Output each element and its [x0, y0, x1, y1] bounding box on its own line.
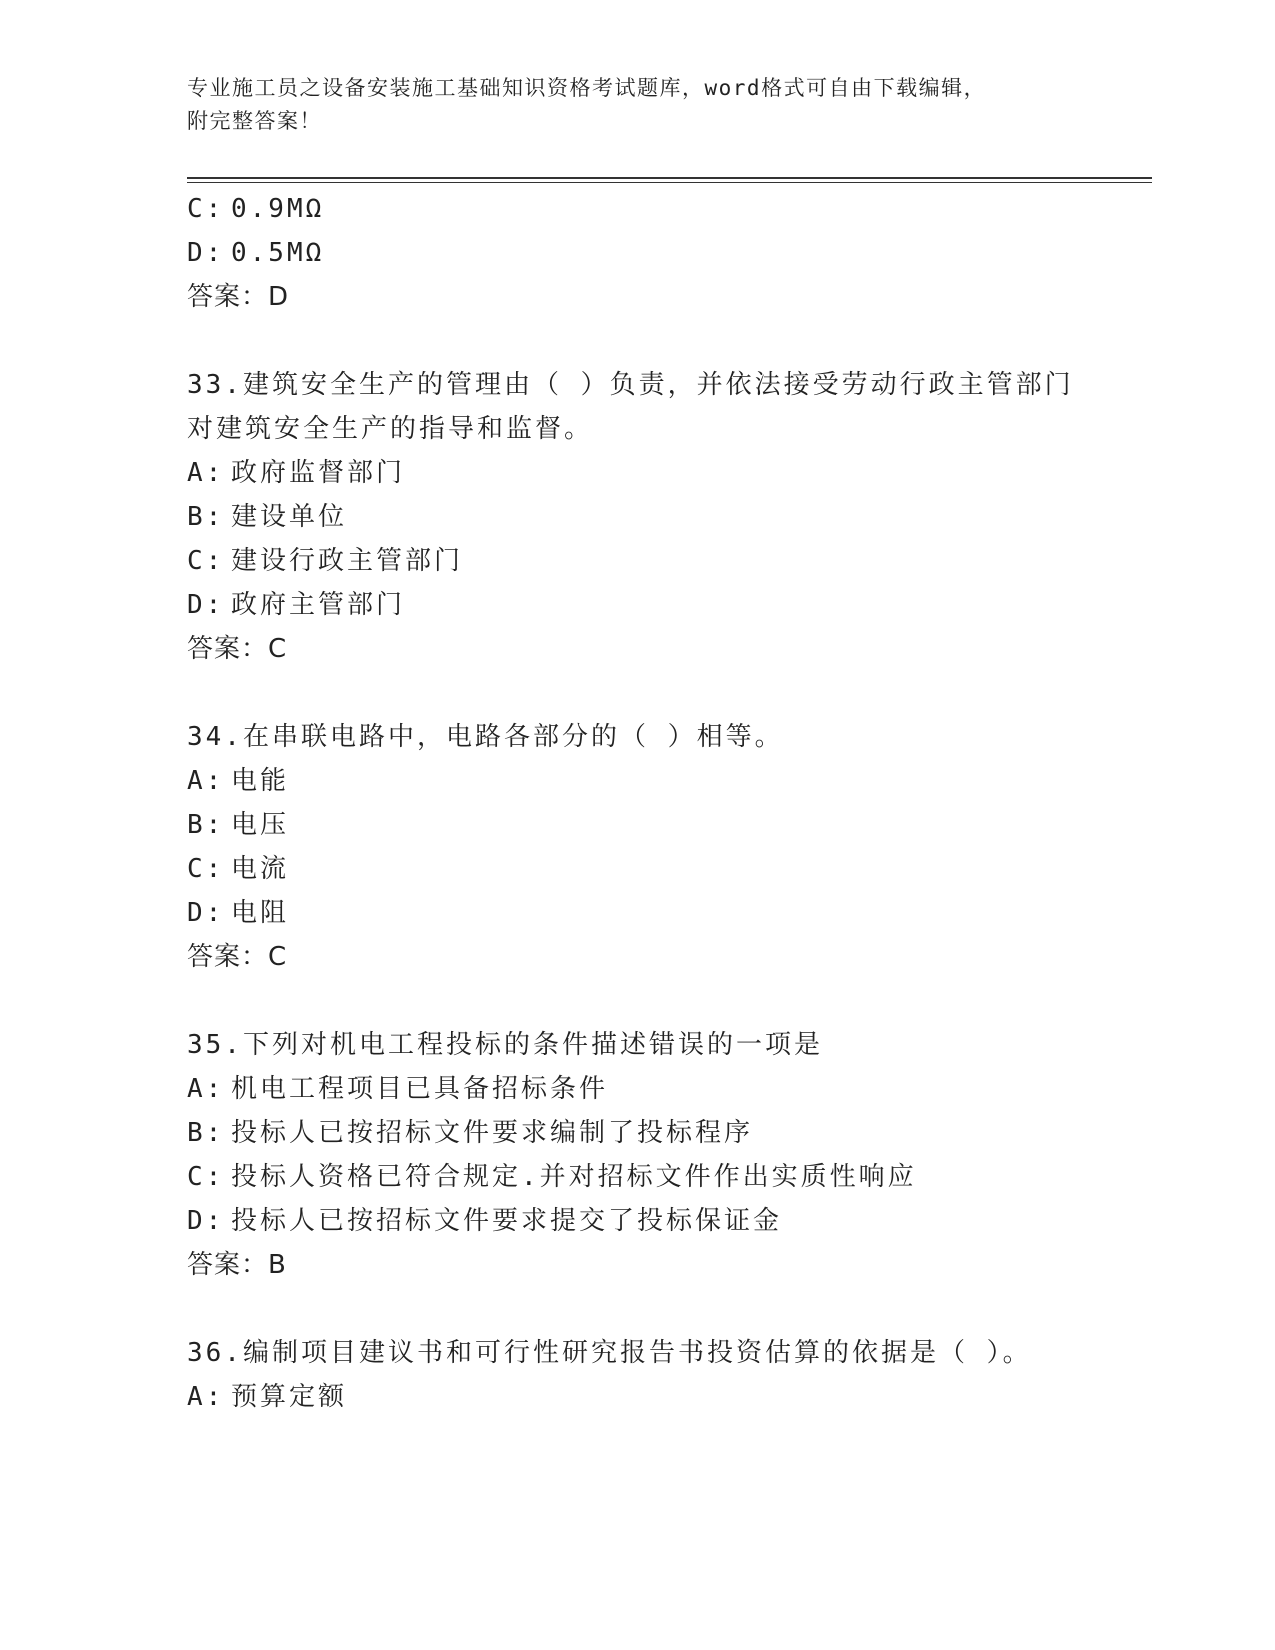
answer-line: 答案：D: [187, 282, 290, 312]
document-header: [187, 72, 1077, 138]
option-letter: D:: [187, 590, 225, 620]
option-text: 投标人资格已符合规定.并对招标文件作出实质性响应: [231, 1162, 917, 1192]
option-letter: A:: [187, 458, 225, 488]
option-letter: C:: [187, 1162, 225, 1192]
option-letter: C:: [187, 854, 225, 884]
option-text: 电流: [231, 854, 290, 884]
option-a: [187, 1380, 347, 1414]
option-d: [187, 1204, 782, 1238]
option-a: [187, 456, 405, 490]
option-d: [187, 896, 289, 930]
option-text: 预算定额: [231, 1382, 348, 1412]
header-line-2: 附完整答案！: [187, 109, 322, 133]
option-letter: B:: [187, 810, 225, 840]
option-letter: A:: [187, 1382, 225, 1412]
question-stem: 33.建筑安全生产的管理由（ ）负责，并依法接受劳动行政主管部门: [187, 370, 1074, 400]
option-letter: D:: [187, 898, 225, 928]
option-text: 政府监督部门: [231, 458, 406, 488]
header-rule-thick: [187, 177, 1152, 179]
option-text: 电压: [231, 810, 290, 840]
option-d: [187, 588, 405, 622]
option-a: [187, 1072, 608, 1106]
answer-line: 答案：C: [187, 634, 288, 664]
option-text: 0.5MΩ: [231, 238, 325, 268]
option-c: [187, 192, 324, 226]
option-letter: B:: [187, 1118, 225, 1148]
option-letter: B:: [187, 502, 225, 532]
question-stem-continued: 对建筑安全生产的指导和监督。: [187, 414, 594, 444]
option-text: 政府主管部门: [231, 590, 406, 620]
option-text: 建设行政主管部门: [231, 546, 464, 576]
answer-line: 答案：B: [187, 1250, 287, 1280]
option-letter: A:: [187, 1074, 225, 1104]
question-stem: 35.下列对机电工程投标的条件描述错误的一项是: [187, 1030, 823, 1060]
answer-line: 答案：C: [187, 942, 288, 972]
option-c: [187, 544, 463, 578]
header-line-1: 专业施工员之设备安装施工基础知识资格考试题库，word格式可自由下载编辑，: [187, 76, 987, 100]
option-d: [187, 236, 324, 270]
option-text: 投标人已按招标文件要求提交了投标保证金: [231, 1206, 783, 1236]
option-text: 电阻: [231, 898, 290, 928]
option-c: [187, 852, 289, 886]
option-b: [187, 808, 289, 842]
option-c: [187, 1160, 917, 1194]
option-b: [187, 1116, 753, 1150]
option-text: 电能: [231, 766, 290, 796]
option-b: [187, 500, 347, 534]
option-text: 机电工程项目已具备招标条件: [231, 1074, 609, 1104]
option-text: 0.9MΩ: [231, 194, 325, 224]
header-rule-thin: [187, 182, 1152, 183]
option-letter: C:: [187, 194, 225, 224]
option-letter: A:: [187, 766, 225, 796]
option-letter: D:: [187, 238, 225, 268]
option-a: [187, 764, 289, 798]
question-stem: 36.编制项目建议书和可行性研究报告书投资估算的依据是（ ）。: [187, 1338, 1032, 1368]
option-text: 投标人已按招标文件要求编制了投标程序: [231, 1118, 754, 1148]
option-letter: C:: [187, 546, 225, 576]
option-text: 建设单位: [231, 502, 348, 532]
option-letter: D:: [187, 1206, 225, 1236]
question-stem: 34.在串联电路中，电路各部分的（ ）相等。: [187, 722, 784, 752]
